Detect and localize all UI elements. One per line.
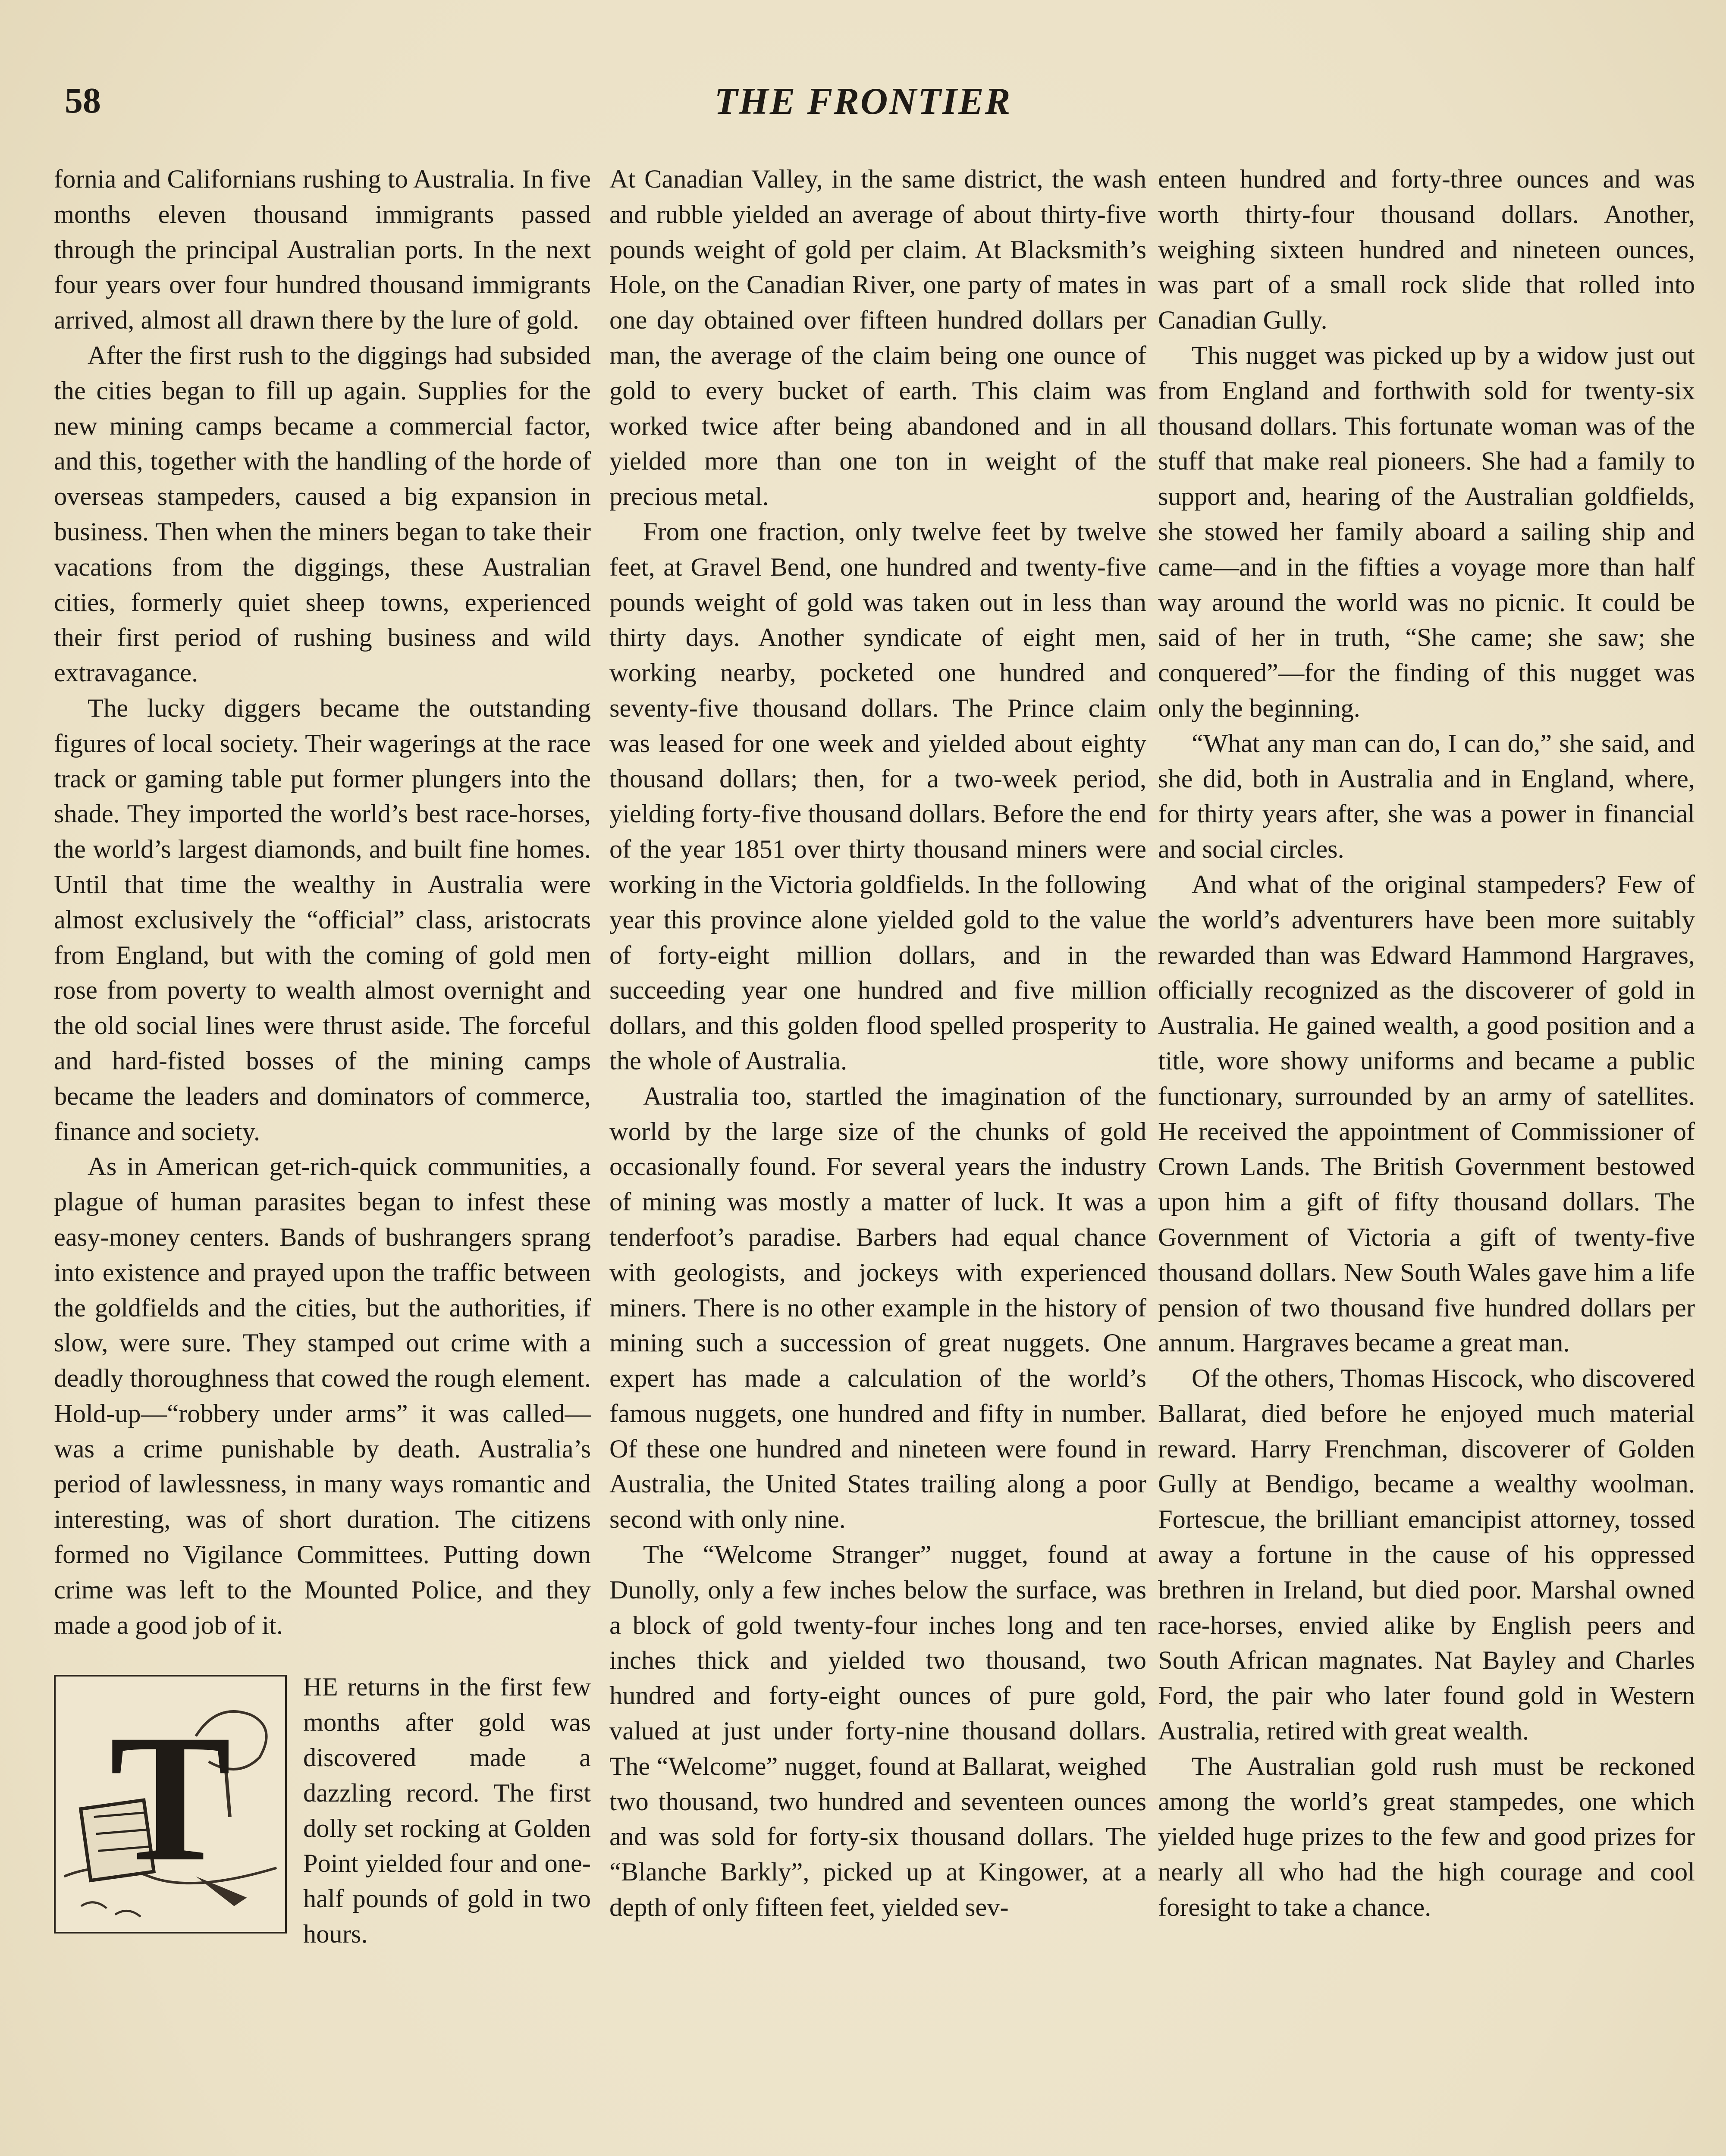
paragraph: After the first rush to the diggings had subsided the cities began to fill up again. Supplies for the new mining camps became a commercial factor, and this, together with the handling of the horde of overseas stampeders, caused a big expansion in business. Then when the miners began to take their vacations from the diggings, these Australian cities, formerly quiet sheep towns, experienced their first period of rushing business and wild extravagance. [54, 341, 591, 688]
text-column-2 [609, 162, 1146, 1925]
paragraph: fornia and Californians rushing to Australia. In five months eleven thousand immigrants passed through the principal Australian ports. In the next four years over four hundred thousand immigrants arrived, almost all drawn there by the lure of gold. [54, 165, 591, 335]
dropcap-section [54, 1670, 591, 1952]
page-header [0, 80, 1726, 132]
paragraph: enteen hundred and forty-three ounces and was worth thirty-four thousand dollars. Another, weighing sixteen hundred and nineteen ounces, was part of a small rock slide that rolled into Canadian Gully. [1158, 165, 1695, 335]
paragraph: From one fraction, only twelve feet by twelve feet, at Gravel Bend, one hundred and twenty-five pounds weight of gold was taken out in less than thirty days. Another syndicate of eight men, working nearby, pocketed one hundred and seventy-five thousand dollars. The Prince claim was leased for one week and yielded about eighty thousand dollars; then, for a two-week period, yielding forty-five thousand dollars. Before the end of the year 1851 over thirty thousand miners were working in the Victoria goldfields. In the following year this province alone yielded gold to the value of forty-eight million dollars, and in the succeeding year one hundred and five million dollars, and this golden flood spelled prosperity to the whole of Australia. [609, 517, 1146, 1075]
page-number: 58 [65, 81, 101, 121]
paragraph: The “Welcome Stranger” nugget, found at Dunolly, only a few inches below the surface, was a block of gold twenty-four inches long and ten inches thick and yielded two thousand, two hundred and forty-eight ounces of pure gold, valued at just under forty-nine thousand dollars. The “Welcome” nugget, found at Ballarat, weighed two thousand, two hundred and seventeen ounces and was sold for forty-six thousand dollars. The “Blanche Barkly”, picked up at Kingower, at a depth of only fifteen feet, yielded sev- [609, 1540, 1146, 1922]
paragraph: Australia too, startled the imagination of the world by the large size of the chunks of gold occasionally found. For several years the industry of mining was mostly a matter of luck. It was a tenderfoot’s paradise. Barbers had equal chance with geologists, and jockeys with experienced miners. There is no other example in the history of mining such a succession of great nuggets. One expert has made a calculation of the world’s famous nuggets, one hundred and fifty in number. Of these one hundred and nineteen were found in Australia, the United States trailing along a poor second with only nine. [609, 1081, 1146, 1534]
paragraph: As in American get-rich-quick communities, a plague of human parasites began to infest these easy-money centers. Bands of bushrangers sprang into existence and prayed upon the traffic between the goldfields and the cities, but the authorities, if slow, were sure. They stamped out crime with a deadly thoroughness that cowed the rough element. Hold-up—“robbery under arms” it was called—was a crime punishable by death. Australia’s period of lawlessness, in many ways romantic and interesting, was of short duration. The citizens formed no Vigilance Committees. Putting down crime was left to the Mounted Police, and they made a good job of it. [54, 1152, 591, 1640]
dropcap-letter: T [109, 1697, 232, 1899]
paragraph: Of the others, Thomas Hiscock, who discovered Ballarat, died before he enjoyed much material reward. Harry Frenchman, discoverer of Golden Gully at Bendigo, became a wealthy woolman. Fortescue, the brilliant emancipist attorney, tossed away a fortune in the cause of his oppressed brethren in Ireland, but died poor. Marshal owned race-horses, envied alike by English peers and South African magnates. Nat Bayley and Charles Ford, the pair who later found gold in Western Australia, retired with great wealth. [1158, 1364, 1695, 1746]
running-title: THE FRONTIER [714, 81, 1012, 122]
paragraph: And what of the original stampeders? Few of the world’s adventurers have been more suitably rewarded than was Edward Hammond Hargraves, officially recognized as the discoverer of gold in Australia. He gained wealth, a good position and a title, wore showy uniforms and became a public functionary, surrounded by an army of satellites. He received the appointment of Commissioner of Crown Lands. The British Government bestowed upon him a gift of fifty thousand dollars. The Government of Victoria a gift of twenty-five thousand dollars. New South Wales gave him a life pension of two thousand five hundred dollars per annum. Hargraves became a great man. [1158, 870, 1695, 1358]
paragraph: At Canadian Valley, in the same district, the wash and rubble yielded an average of about thirty-five pounds weight of gold per claim. At Blacksmith’s Hole, on the Canadian River, one party of mates in one day obtained over fifteen hundred dollars per man, the average of the claim being one ounce of gold to every bucket of earth. This claim was worked twice after being abandoned and in all yielded more than one ton in weight of the precious metal. [609, 165, 1146, 511]
paragraph: HE returns in the first few months after gold was discovered made a dazzling record. The first dolly set rocking at Golden Point yielded four and one-half pounds of gold in two hours. [303, 1673, 591, 1949]
paragraph: This nugget was picked up by a widow just out from England and forthwith sold for twenty-six thousand dollars. This fortunate woman was of the stuff that make real pioneers. She had a family to support and, hearing of the Australian goldfields, she stowed her family aboard a sailing ship and came—and in the fifties a voyage more than half way around the world was no picnic. It could be said of her in truth, “She came; she saw; she conquered”—for the finding of this nugget was only the beginning. [1158, 341, 1695, 723]
dropcap-illustration [54, 1675, 287, 1934]
text-column-3 [1158, 162, 1695, 1925]
paragraph: “What any man can do, I can do,” she said, and she did, both in Australia and in England, where, for thirty years after, she was a power in financial and social circles. [1158, 729, 1695, 864]
paragraph: The lucky diggers became the outstanding figures of local society. Their wagerings at the race track or gaming table put former plungers into the shade. They imported the world’s best race-horses, the world’s largest diamonds, and built fine homes. Until that time the wealthy in Australia were almost exclusively the “official” class, aristocrats from England, but with the coming of gold men rose from poverty to wealth almost overnight and the old social lines were thrust aside. The forceful and hard-fisted bosses of the mining camps became the leaders and dominators of commerce, finance and society. [54, 693, 591, 1146]
paragraph: The Australian gold rush must be reckoned among the world’s great stampedes, one which yielded huge prizes to the few and good prizes for nearly all who had the high courage and cool foresight to take a chance. [1158, 1752, 1695, 1922]
text-column-1 [54, 162, 591, 1952]
gold-cradle-illustration [56, 1677, 285, 1932]
